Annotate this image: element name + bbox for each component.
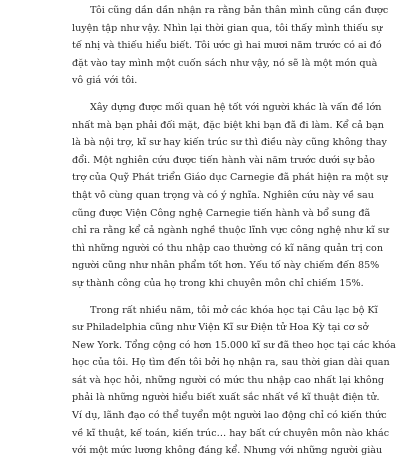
text-line: trợ của Quỹ Phát triển Giáo dục Carnegie đã phát hiện ra một sự — [72, 172, 388, 184]
text-line: vô giá với tôi. — [72, 75, 138, 87]
text-line: New York. Tổng cộng có hơn 15.000 kĩ sư đã theo học tại các khóa — [72, 339, 396, 351]
text-line: Tôi cũng dần dần nhận ra rằng bản thân mình cũng cần được — [90, 5, 389, 16]
text-line: thật vô cùng quan trọng và có ý nghĩa. Nghiên cứu này về sau — [72, 189, 374, 201]
text-line: đổi. Một nghiên cứu được tiến hành vài năm trước dưới sự bảo — [72, 154, 375, 166]
text-line: cũng được Viện Công nghệ Carnegie tiến hành và bổ sung đã — [72, 207, 371, 219]
text-line: người cũng như nhân phẩm tốt hơn. Yếu tố này chiếm đến 85% — [72, 260, 380, 272]
body-text — [72, 2, 396, 460]
paragraph-3 — [72, 302, 396, 460]
paragraph-2 — [72, 99, 389, 293]
text-line: sư Philadelphia cũng như Viện Kĩ sư Điện tử Hoa Kỳ tại cơ sở — [72, 322, 369, 334]
text-line: Ví dụ, lãnh đạo có thể tuyển một người lao động chỉ có kiến thức — [72, 410, 387, 422]
text-line: chỉ ra rằng kể cả ngành nghề thuộc lĩnh vực công nghệ như kĩ sư — [72, 225, 389, 237]
text-line: sát và học hỏi, những người có mức thu nhập cao nhất lại không — [72, 374, 385, 386]
text-line: Trong rất nhiều năm, tôi mở các khóa học tại Câu lạc bộ Kĩ — [90, 304, 378, 316]
text-line: Xây dựng được mối quan hệ tốt với người khác là vấn đề lớn — [90, 101, 382, 113]
text-line: là bà nội trợ, kĩ sư hay kiến trúc sư thì điều này cũng không thay — [72, 137, 387, 149]
text-line: tế nhị và thiếu hiểu biết. Tôi ước gì hai mươi năm trước có ai đó — [72, 40, 382, 52]
paragraph-1 — [72, 2, 389, 90]
text-line: về kĩ thuật, kế toán, kiến trúc… hay bất cứ chuyên môn nào khác — [72, 427, 390, 439]
text-line: thì những người có thu nhập cao thường có kĩ năng quản trị con — [72, 242, 384, 254]
text-line: đặt vào tay mình một cuốn sách như vậy, nó sẽ là một món quà — [72, 57, 378, 69]
text-line: luyện tập như vậy. Nhìn lại thời gian qua, tôi thấy mình thiếu sự — [72, 22, 383, 34]
text-line: sự thành công của họ trong khi chuyên môn chỉ chiếm 15%. — [72, 277, 364, 289]
text-line: với một mức lương không đáng kể. Nhưng với những người giàu — [72, 445, 383, 457]
text-line: phải là những người hiểu biết xuất sắc nhất về kĩ thuật điện tử. — [72, 392, 380, 404]
text-line: nhất mà bạn phải đối mặt, đặc biệt khi bạn đã đi làm. Kể cả bạn — [72, 119, 384, 131]
text-line: học của tôi. Họ tìm đến tôi bởi họ nhận ra, sau thời gian dài quan — [72, 357, 390, 369]
